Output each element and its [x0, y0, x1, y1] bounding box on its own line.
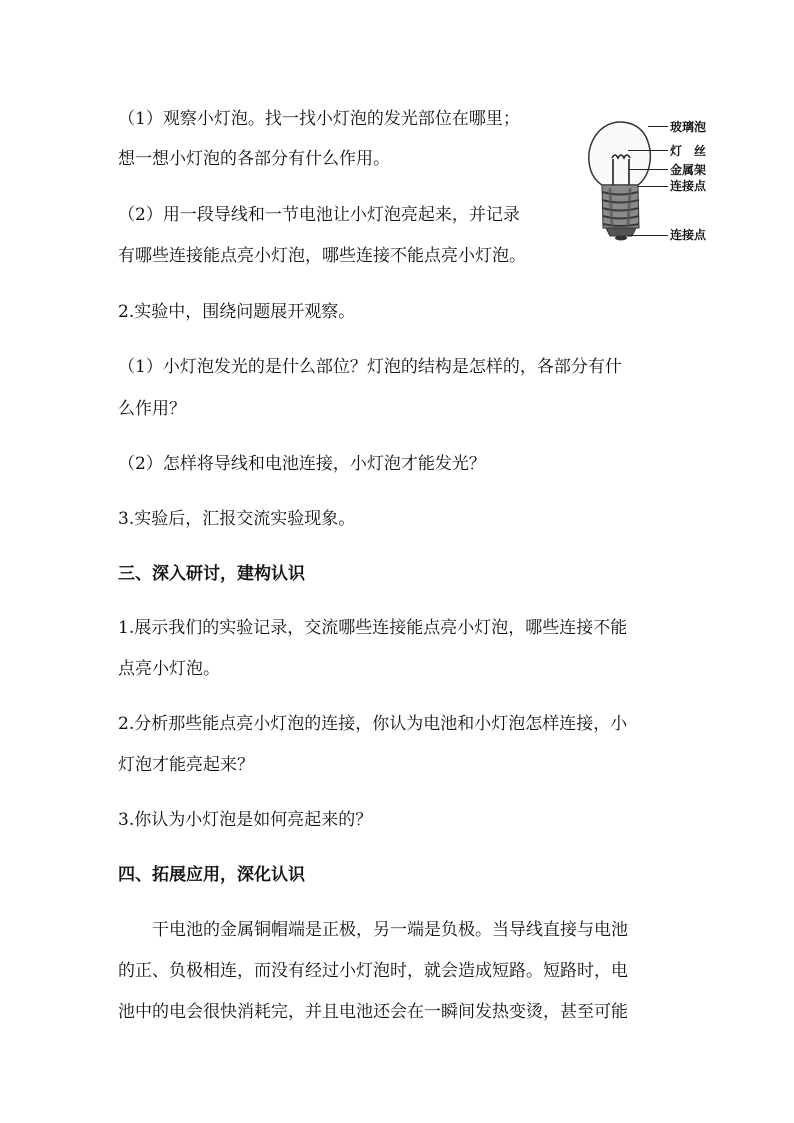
label-leader-line	[638, 186, 668, 187]
paragraph-line: 2.实验中，围绕问题展开观察。	[118, 302, 356, 322]
paragraph-line: （1）小灯泡发光的是什么部位？灯泡的结构是怎样的，各部分有什	[118, 357, 622, 377]
label-leader-line	[648, 126, 668, 127]
label-leader-line	[630, 169, 668, 170]
light-bulb-illustration	[582, 110, 662, 250]
paragraph-line: 么作用？	[118, 399, 186, 419]
light-bulb-figure	[582, 110, 732, 250]
label-leader-line	[628, 235, 668, 236]
paragraph-line: 3.实验后，汇报交流实验现象。	[118, 509, 356, 529]
label-glass-bulb: 玻璃泡	[670, 120, 707, 134]
label-metal-frame: 金属架	[670, 163, 707, 177]
paragraph-line: （2）用一段导线和一节电池让小灯泡亮起来，并记录	[118, 205, 520, 225]
paragraph-line: 1.展示我们的实验记录，交流哪些连接能点亮小灯泡，哪些连接不能	[118, 618, 628, 638]
paragraph-line: 有哪些连接能点亮小灯泡，哪些连接不能点亮小灯泡。	[118, 246, 526, 266]
paragraph-line: （2）怎样将导线和电池连接，小灯泡才能发光？	[118, 454, 486, 474]
paragraph-line: 点亮小灯泡。	[118, 659, 220, 679]
paragraph-line: 3.你认为小灯泡是如何亮起来的？	[118, 810, 373, 830]
paragraph-line: （1）观察小灯泡。找一找小灯泡的发光部位在哪里；	[118, 109, 520, 129]
paragraph-line: 池中的电会很快消耗完，并且电池还会在一瞬间发热变烫，甚至可能	[118, 1002, 628, 1022]
paragraph-line: 干电池的金属铜帽端是正极，另一端是负极。当导线直接与电池	[152, 920, 628, 940]
section-heading: 四、拓展应用，深化认识	[118, 865, 305, 885]
paragraph-line: 灯泡才能亮起来？	[118, 755, 254, 775]
label-leader-line	[628, 150, 668, 151]
paragraph-line: 想一想小灯泡的各部分有什么作用。	[118, 149, 390, 169]
paragraph-line: 2.分析那些能点亮小灯泡的连接，你认为电池和小灯泡怎样连接，小	[118, 714, 628, 734]
paragraph-line: 的正、负极相连，而没有经过小灯泡时，就会造成短路。短路时，电	[118, 961, 628, 981]
section-heading: 三、深入研讨，建构认识	[118, 564, 305, 584]
label-filament: 灯 丝	[670, 144, 707, 158]
label-connection-point-bottom: 连接点	[670, 228, 707, 242]
label-connection-point-side: 连接点	[670, 179, 707, 193]
